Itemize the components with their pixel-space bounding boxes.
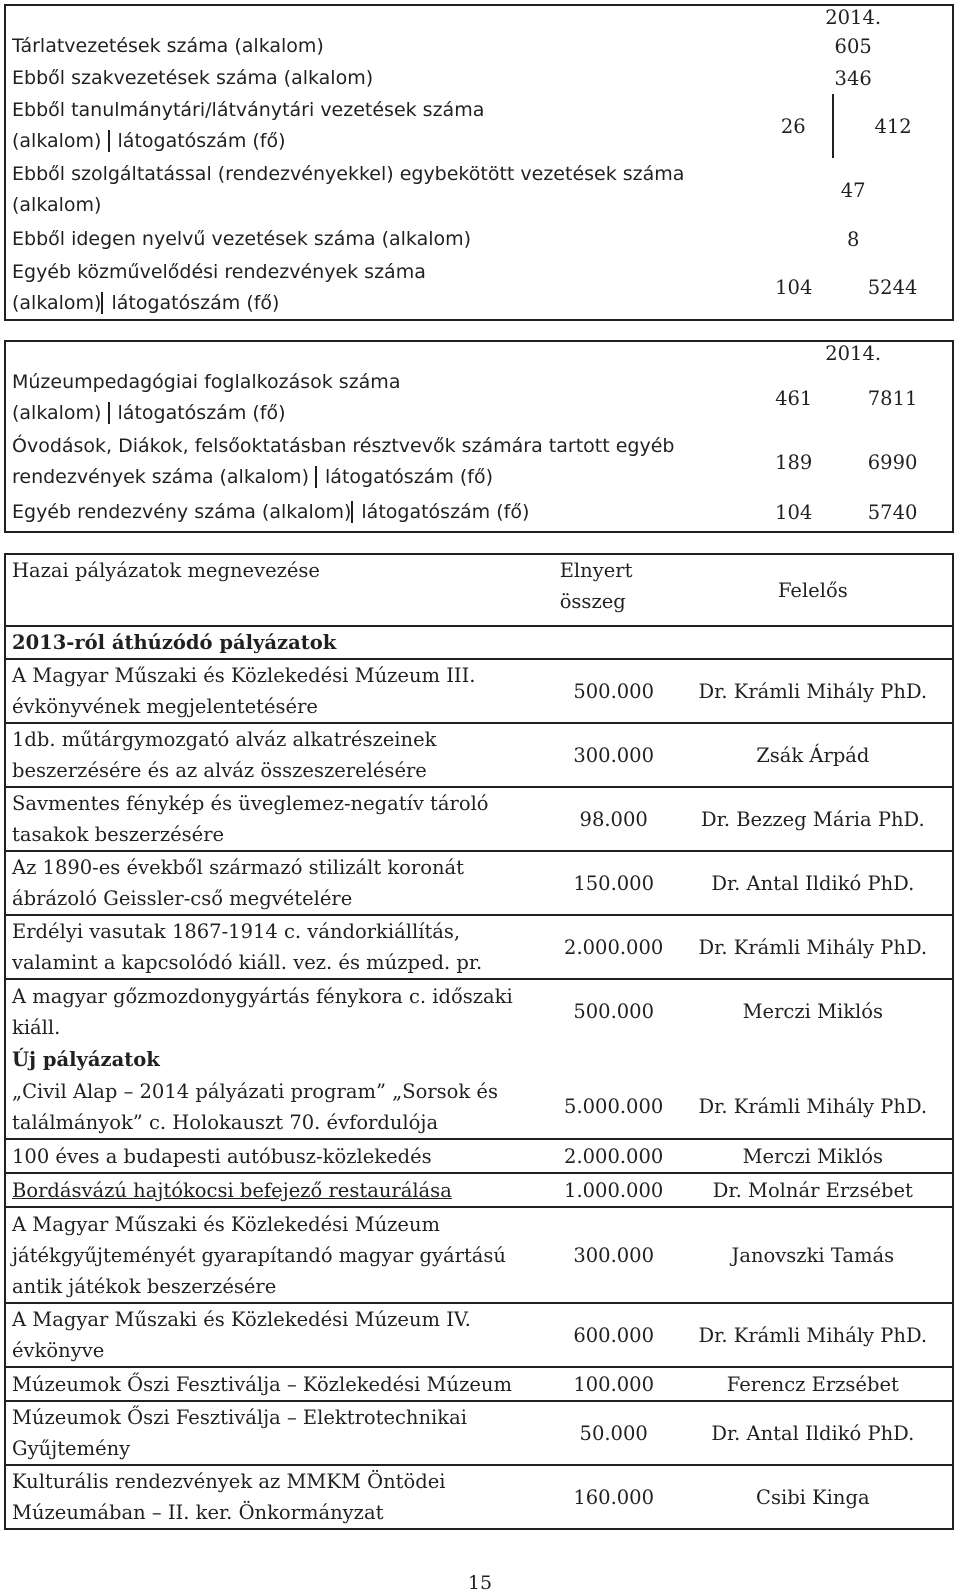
grant-responsible: Ferencz Erzsébet [726,1372,899,1396]
grant-responsible: Dr. Antal Ildikó PhD. [711,1421,915,1445]
grant-name: Erdélyi vasutak 1867-1914 c. vándorkiállítás, valamint a kapcsolódó kiáll. vez. és múzped. pr. [12,920,483,974]
row-value-2: 5740 [867,501,918,524]
guided-tours-table [4,4,954,321]
row-value-1: 461 [775,386,813,410]
grant-responsible: Janovszki Tamás [731,1243,895,1267]
grant-amount: 1.000.000 [564,1178,664,1202]
row-value-2: 6990 [867,450,918,474]
grant-responsible: Dr. Bezzeg Mária PhD. [701,807,925,831]
grant-amount: 2.000.000 [564,935,664,959]
row-label: Ebből szakvezetések száma (alkalom) [12,66,374,89]
year-header: 2014. [825,342,882,365]
grant-amount: 160.000 [573,1485,654,1509]
grant-name: Savmentes fénykép és üveglemez-negatív tároló tasakok beszerzésére [12,792,489,846]
row-value-1: 189 [775,450,813,474]
row-label: Tárlatvezetések száma (alkalom) [12,34,324,57]
row-label: Ebből szolgáltatással (rendezvényekkel) egybekötött vezetések száma (alkalom) [12,163,685,216]
grant-name: „Civil Alap – 2014 pályázati program” „Sorsok és találmányok” c. Holokauszt 70. évfordulója [12,1079,498,1134]
grant-name: Az 1890-es évekből származó stilizált koronát ábrázoló Geissler-cső megvételére [12,856,465,910]
grant-responsible: Zsák Árpád [756,743,870,767]
grant-name: Kulturális rendezvények az MMKM Öntödei Múzeumában – II. ker. Önkormányzat [12,1470,446,1524]
grant-amount: 98.000 [579,807,648,831]
row-label: Ebből tanulmánytári/látványtári vezetések száma (alkalom) látogatószám (fő) [12,99,485,152]
header-amount: Elnyert összeg [559,559,633,613]
grant-name: Bordásvázú hajtókocsi befejező restaurálása [12,1178,452,1202]
row-value-2: 412 [833,94,953,158]
row-value: 47 [840,178,866,202]
year-header: 2014. [825,6,882,29]
row-label: Egyéb közművelődési rendezvények száma (alkalom) látogatószám (fő) [12,260,426,314]
page-number: 15 [467,1572,493,1594]
grant-name: Múzeumok Őszi Fesztiválja – Elektrotechnikai Gyűjtemény [12,1406,467,1460]
row-label: Egyéb rendezvény száma (alkalom) látogatószám (fő) [5,494,754,532]
row-value-1: 104 [775,501,813,524]
section-title-2013: 2013-ról áthúzódó pályázatok [12,631,337,654]
grant-responsible: Dr. Molnár Erzsébet [712,1178,913,1202]
grant-amount: 2.000.000 [564,1144,664,1168]
row-value-1: 104 [775,276,813,299]
grant-amount: 300.000 [573,743,654,767]
grant-name: A Magyar Műszaki és Közlekedési Múzeum III. évkönyvének megjelentetésére [12,664,476,718]
grant-responsible: Dr. Antal Ildikó PhD. [711,871,915,895]
row-label: Múzeumpedagógiai foglalkozások száma (alkalom) látogatószám (fő) [12,371,401,424]
header-responsible: Felelős [777,578,848,602]
grant-responsible: Dr. Krámli Mihály PhD. [698,1323,928,1347]
grant-amount: 50.000 [579,1421,648,1445]
grant-name: 1db. műtárgymozgató alváz alkatrészeinek beszerzésére és az alváz összeszerelésére [12,728,437,782]
row-value-2: 7811 [867,386,918,410]
grant-amount: 5.000.000 [564,1095,664,1118]
grant-responsible: Merczi Miklós [742,1000,884,1023]
grant-name: A magyar gőzmozdonygyártás fénykora c. időszaki kiáll. [12,984,513,1039]
museum-pedagogy-table [4,340,954,533]
grant-amount: 500.000 [573,1000,654,1023]
grant-responsible: Csibi Kinga [756,1485,870,1509]
grant-responsible: Dr. Krámli Mihály PhD. [698,935,928,959]
grant-name: A Magyar Műszaki és Közlekedési Múzeum játékgyűjteményét gyarapítandó magyar gyártású antik játékok beszerzésére [12,1212,506,1298]
grant-responsible: Dr. Krámli Mihály PhD. [698,679,928,703]
grant-amount: 300.000 [573,1243,654,1267]
header-name: Hazai pályázatok megnevezése [12,559,320,582]
row-value: 346 [834,66,872,90]
section-title-new: Új pályázatok [12,1047,160,1071]
row-value: 605 [834,34,872,58]
grant-responsible: Merczi Miklós [742,1144,884,1168]
grant-amount: 600.000 [573,1323,654,1347]
grant-amount: 100.000 [573,1372,654,1396]
row-value-2: 5244 [867,276,918,299]
grants-table [4,553,954,1530]
row-label: Óvodások, Diákok, felsőoktatásban résztvevők számára tartott egyéb rendezvények száma (alkalom) látogatószám (fő) [12,435,675,488]
grant-name: 100 éves a budapesti autóbusz-közlekedés [12,1144,432,1168]
grant-responsible: Dr. Krámli Mihály PhD. [698,1095,928,1118]
grant-amount: 500.000 [573,679,654,703]
row-label: Ebből idegen nyelvű vezetések száma (alkalom) [12,227,472,250]
grant-name: A Magyar Műszaki és Közlekedési Múzeum IV. évkönyve [12,1308,471,1362]
grant-name: Múzeumok Őszi Fesztiválja – Közlekedési Múzeum [12,1372,512,1396]
row-value: 8 [846,227,860,251]
row-value-1: 26 [780,114,806,138]
grant-amount: 150.000 [573,871,654,895]
